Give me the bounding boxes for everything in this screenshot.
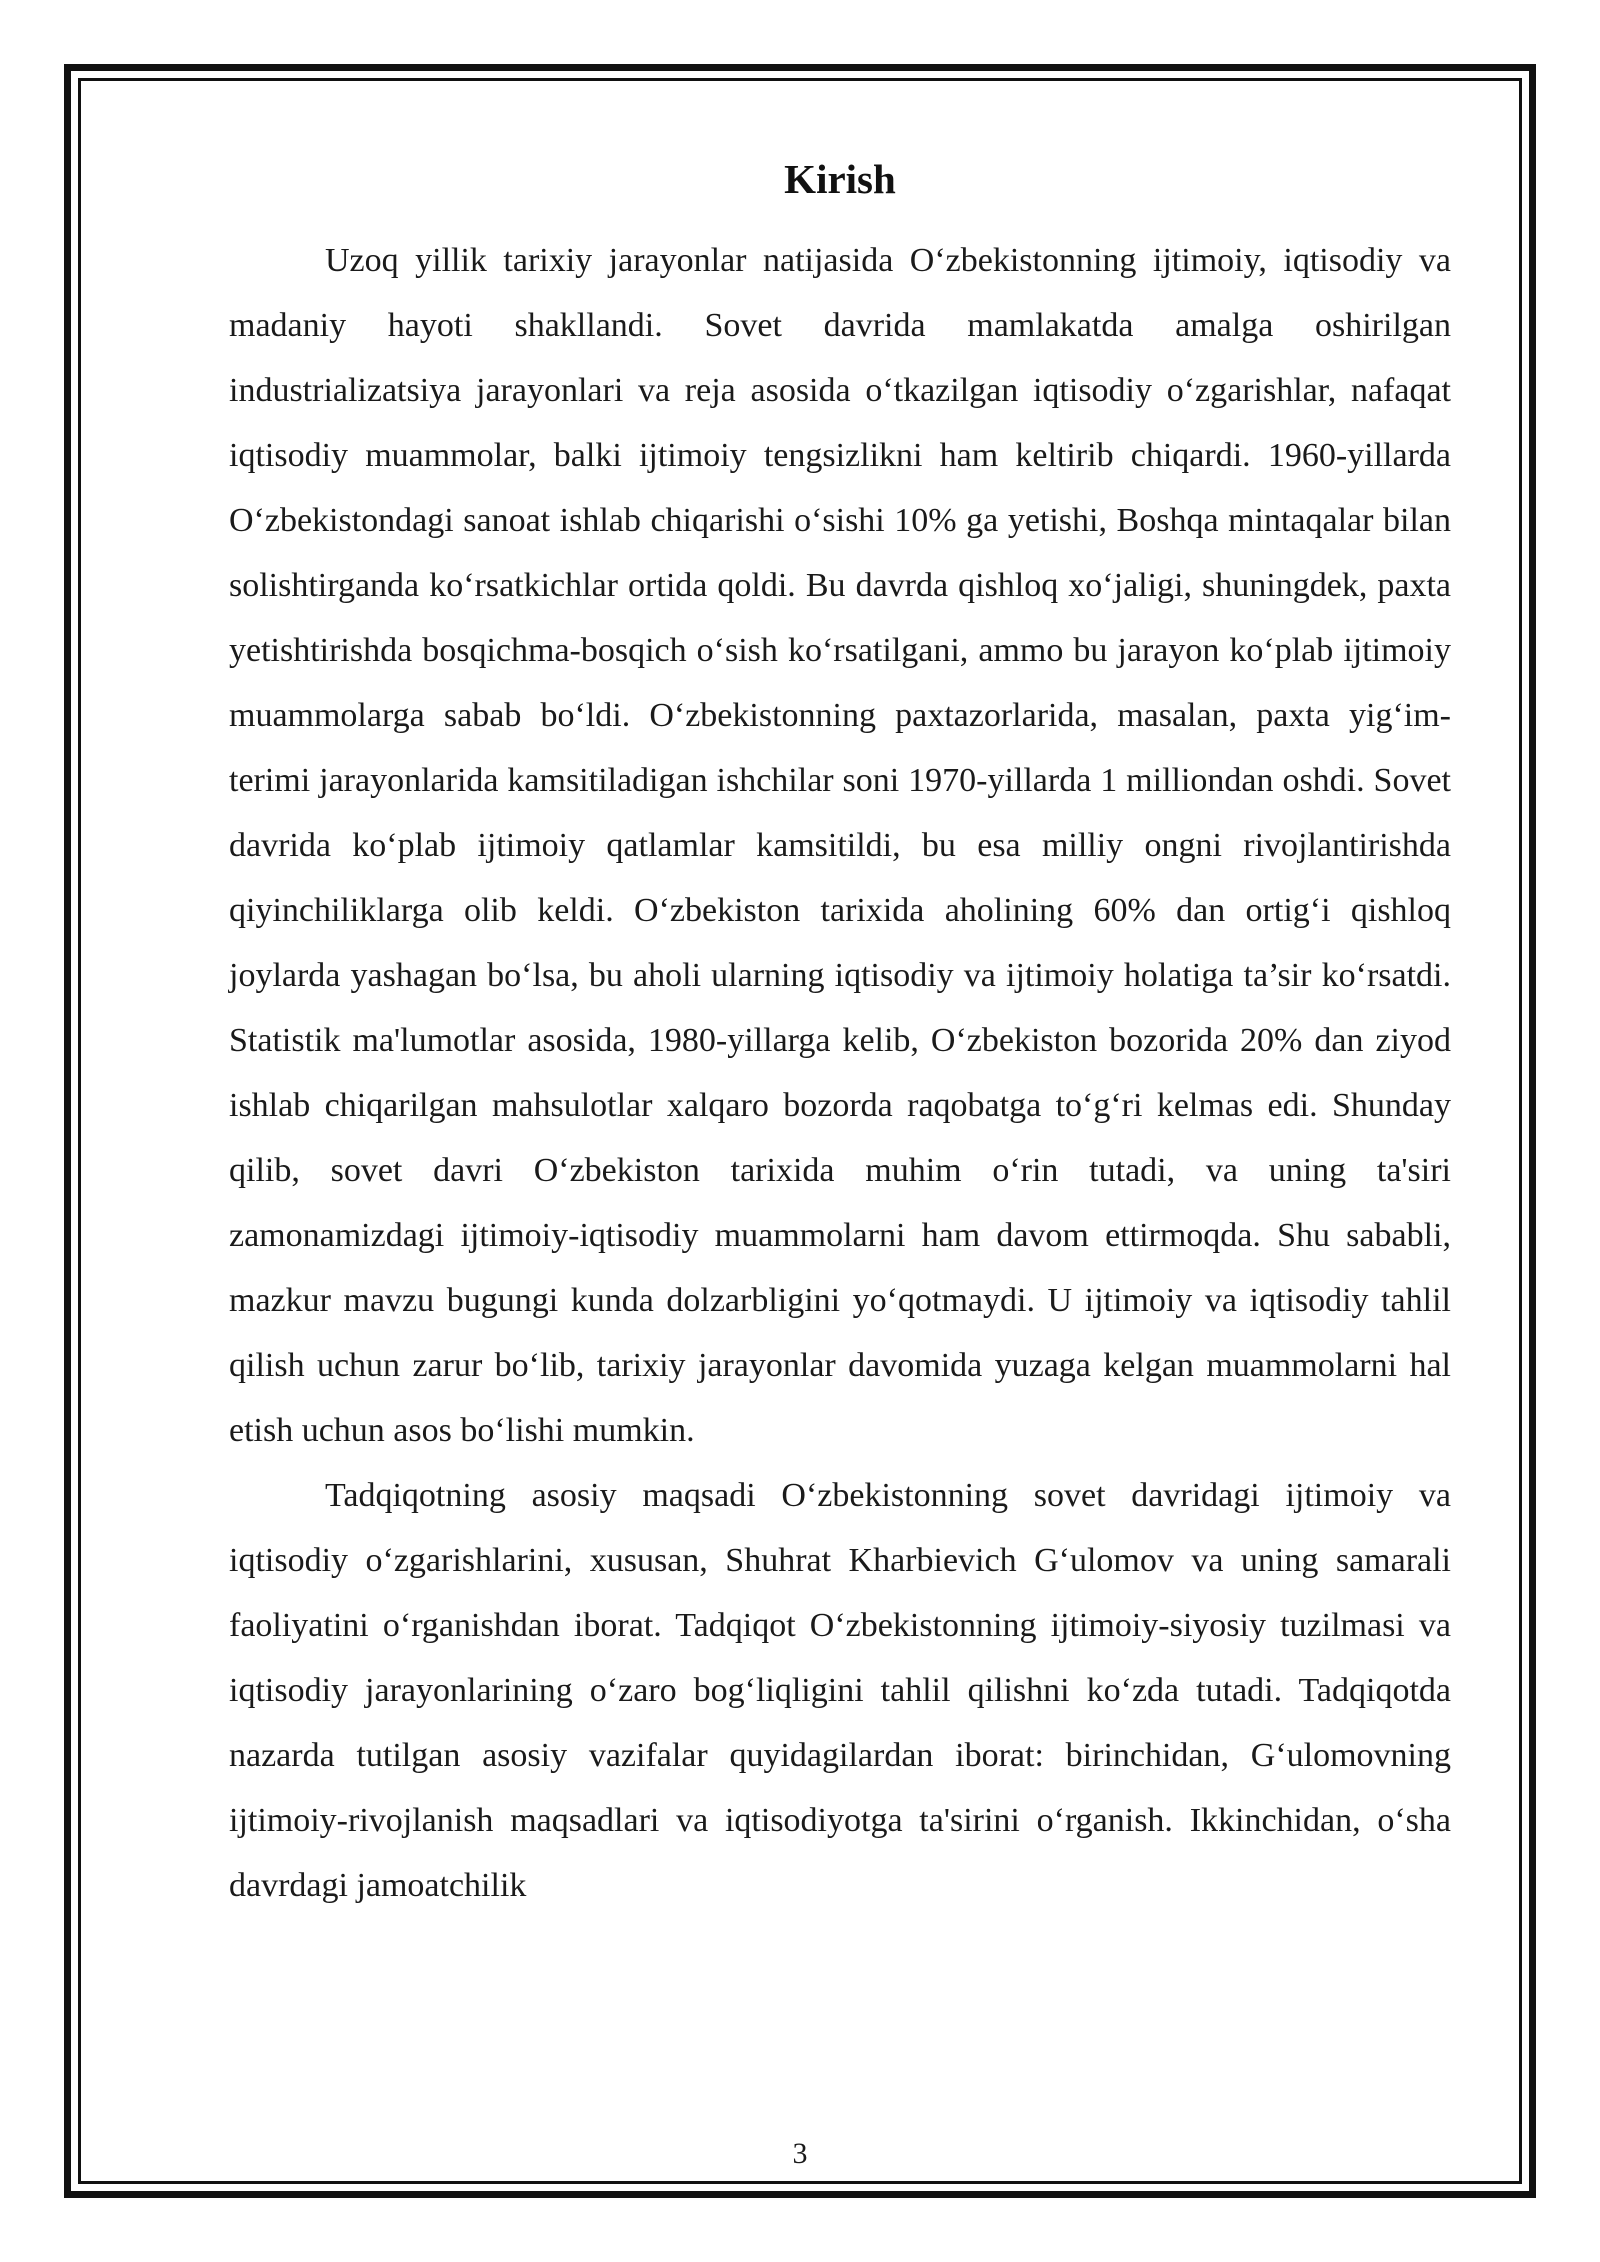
paragraph-research-goal: Tadqiqotning asosiy maqsadi O‘zbekistonning sovet davridagi ijtimoiy va iqtisodiy o‘zgarishlarini, xususan, Shuhrat Kharbievich G‘ulomov va uning samarali faoliyatini o‘rganishdan iborat. Tadqiqot O‘zbekistonning ijtimoiy-siyosiy tuzilmasi va iqtisodiy jarayonlarining o‘zaro bog‘liqligini tahlil qilishni ko‘zda tutadi. Tadqiqotda nazarda tutilgan asosiy vazifalar quyidagilardan iborat: birinchidan, G‘ulomovning ijtimoiy-rivojlanish maqsadlari va iqtisodiyotga ta'sirini o‘rganish. Ikkinchidan, o‘sha davrdagi jamoatchilik xyxy=(229,1477,1451,1904)
page-content xyxy=(229,148,1451,1918)
page-number: 3 xyxy=(792,2137,808,2170)
paragraph-introduction: Uzoq yillik tarixiy jarayonlar natijasida O‘zbekistonning ijtimoiy, iqtisodiy va madaniy hayoti shakllandi. Sovet davrida mamlakatda amalga oshirilgan industrializatsiya jarayonlari va reja asosida o‘tkazilgan iqtisodiy o‘zgarishlar, nafaqat iqtisodiy muammolar, balki ijtimoiy tengsizlikni ham keltirib chiqardi. 1960-yillarda O‘zbekistondagi sanoat ishlab chiqarishi o‘sishi 10% ga yetishi, Boshqa mintaqalar bilan solishtirganda ko‘rsatkichlar ortida qoldi. Bu davrda qishloq xo‘jaligi, shuningdek, paxta yetishtirishda bosqichma-bosqich o‘sish ko‘rsatilgani, ammo bu jarayon ko‘plab ijtimoiy muammolarga sabab bo‘ldi. O‘zbekistonning paxtazorlarida, masalan, paxta yig‘im-terimi jarayonlarida kamsitiladigan ishchilar soni 1970-yillarda 1 milliondan oshdi. Sovet davrida ko‘plab ijtimoiy qatlamlar kamsitildi, bu esa milliy ongni rivojlantirishda qiyinchiliklarga olib keldi. O‘zbekiston tarixida aholining 60% dan ortig‘i qishloq joylarda yashagan bo‘lsa, bu aholi ularning iqtisodiy va ijtimoiy holatiga ta’sir ko‘rsatdi. Statistik ma'lumotlar asosida, 1980-yillarga kelib, O‘zbekiston bozorida 20% dan ziyod ishlab chiqarilgan mahsulotlar xalqaro bozorda raqobatga to‘g‘ri kelmas edi. Shunday qilib, sovet davri O‘zbekiston tarixida muhim o‘rin tutadi, va uning ta'siri zamonamizdagi ijtimoiy-iqtisodiy muammolarni ham davom ettirmoqda. Shu sababli, mazkur mavzu bugungi kunda dolzarbligini yo‘qotmaydi. U ijtimoiy va iqtisodiy tahlil qilish uchun zarur bo‘lib, tarixiy jarayonlar davomida yuzaga kelgan muammolarni hal etish uchun asos bo‘lishi mumkin. xyxy=(229,242,1451,1449)
section-title: Kirish xyxy=(784,156,896,202)
